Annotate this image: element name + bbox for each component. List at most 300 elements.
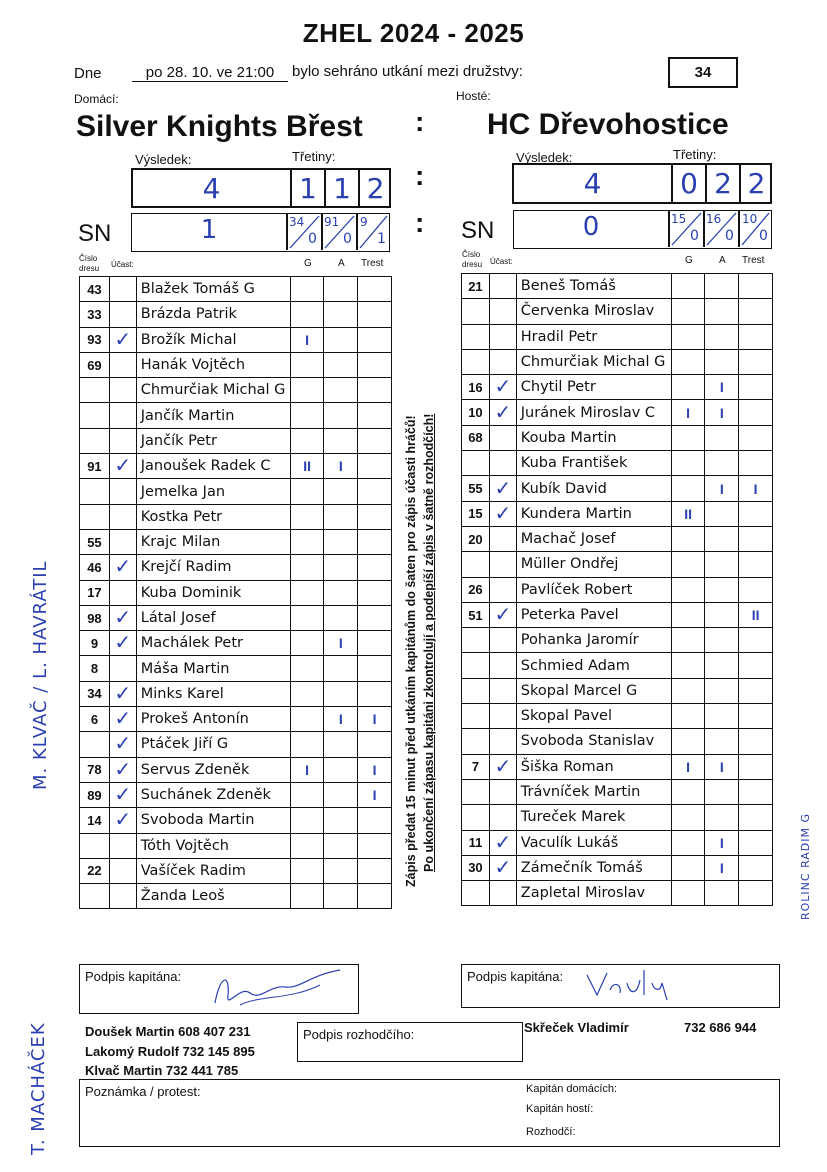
player-name[interactable]: Pavlíček Robert — [516, 577, 671, 602]
attendance-check[interactable] — [109, 858, 136, 883]
assists-cell[interactable] — [324, 884, 358, 909]
player-name[interactable]: Vaculík Lukáš — [516, 830, 671, 855]
player-number[interactable]: 93 — [80, 327, 110, 352]
goals-cell[interactable]: I — [290, 327, 324, 352]
goals-cell[interactable] — [290, 378, 324, 403]
attendance-check[interactable] — [109, 403, 136, 428]
assists-cell[interactable] — [324, 858, 358, 883]
player-number[interactable]: 20 — [462, 526, 490, 551]
goals-cell[interactable] — [671, 526, 705, 551]
penalty-cell[interactable] — [739, 805, 773, 830]
player-number[interactable]: 33 — [80, 302, 110, 327]
assists-cell[interactable] — [705, 324, 739, 349]
assists-cell[interactable] — [705, 805, 739, 830]
assists-cell[interactable] — [324, 479, 358, 504]
penalty-cell[interactable] — [358, 277, 392, 302]
penalty-cell[interactable] — [739, 375, 773, 400]
player-name[interactable]: Schmied Adam — [516, 653, 671, 678]
penalty-cell[interactable] — [739, 274, 773, 299]
goals-cell[interactable] — [671, 830, 705, 855]
attendance-check[interactable] — [109, 656, 136, 681]
attendance-check[interactable] — [109, 833, 136, 858]
assists-cell[interactable] — [705, 349, 739, 374]
player-name[interactable]: Ptáček Jiří G — [136, 732, 290, 757]
player-name[interactable]: Janoušek Radek C — [136, 454, 290, 479]
penalty-cell[interactable]: I — [739, 476, 773, 501]
player-name[interactable]: Jančík Petr — [136, 428, 290, 453]
penalty-cell[interactable] — [739, 451, 773, 476]
goals-cell[interactable] — [671, 729, 705, 754]
penalty-cell[interactable] — [739, 501, 773, 526]
attendance-check[interactable] — [489, 299, 516, 324]
assists-cell[interactable] — [324, 833, 358, 858]
penalty-cell[interactable] — [358, 504, 392, 529]
player-number[interactable] — [462, 324, 490, 349]
attendance-check[interactable]: ✓ — [489, 501, 516, 526]
assists-cell[interactable] — [324, 327, 358, 352]
penalty-cell[interactable] — [358, 352, 392, 377]
assists-cell[interactable] — [705, 704, 739, 729]
penalty-cell[interactable] — [739, 349, 773, 374]
player-name[interactable]: Skopal Marcel G — [516, 678, 671, 703]
goals-cell[interactable] — [671, 451, 705, 476]
goals-cell[interactable] — [290, 428, 324, 453]
goals-cell[interactable] — [671, 577, 705, 602]
goals-cell[interactable] — [671, 274, 705, 299]
assists-cell[interactable] — [705, 577, 739, 602]
assists-cell[interactable] — [705, 451, 739, 476]
player-number[interactable] — [80, 884, 110, 909]
assists-cell[interactable]: I — [324, 454, 358, 479]
penalty-cell[interactable] — [358, 605, 392, 630]
goals-cell[interactable] — [290, 352, 324, 377]
penalty-cell[interactable]: I — [358, 707, 392, 732]
attendance-check[interactable] — [109, 884, 136, 909]
player-name[interactable]: Suchánek Zdeněk — [136, 782, 290, 807]
assists-cell[interactable] — [705, 274, 739, 299]
player-number[interactable] — [462, 881, 490, 906]
player-number[interactable]: 30 — [462, 855, 490, 880]
player-name[interactable]: Chytil Petr — [516, 375, 671, 400]
assists-cell[interactable] — [324, 504, 358, 529]
player-number[interactable]: 6 — [80, 707, 110, 732]
player-name[interactable]: Červenka Miroslav — [516, 299, 671, 324]
attendance-check[interactable]: ✓ — [109, 707, 136, 732]
player-number[interactable] — [462, 678, 490, 703]
home-captain-sign-box[interactable] — [79, 964, 359, 1014]
player-number[interactable]: 68 — [462, 425, 490, 450]
penalty-cell[interactable] — [358, 529, 392, 554]
goals-cell[interactable] — [671, 704, 705, 729]
penalty-cell[interactable] — [739, 299, 773, 324]
attendance-check[interactable]: ✓ — [489, 754, 516, 779]
player-name[interactable]: Hanák Vojtěch — [136, 352, 290, 377]
assists-cell[interactable] — [324, 732, 358, 757]
attendance-check[interactable] — [489, 577, 516, 602]
assists-cell[interactable] — [324, 352, 358, 377]
goals-cell[interactable] — [290, 884, 324, 909]
goals-cell[interactable] — [290, 631, 324, 656]
goals-cell[interactable] — [290, 479, 324, 504]
attendance-check[interactable]: ✓ — [489, 400, 516, 425]
player-name[interactable]: Zapletal Miroslav — [516, 881, 671, 906]
attendance-check[interactable] — [489, 451, 516, 476]
player-name[interactable]: Žanda Leoš — [136, 884, 290, 909]
player-name[interactable]: Svoboda Martin — [136, 808, 290, 833]
player-name[interactable]: Servus Zdeněk — [136, 757, 290, 782]
penalty-cell[interactable] — [358, 858, 392, 883]
penalty-cell[interactable]: I — [358, 782, 392, 807]
player-number[interactable]: 22 — [80, 858, 110, 883]
assists-cell[interactable] — [324, 757, 358, 782]
attendance-check[interactable] — [109, 504, 136, 529]
attendance-check[interactable] — [109, 277, 136, 302]
goals-cell[interactable] — [290, 782, 324, 807]
attendance-check[interactable]: ✓ — [109, 555, 136, 580]
assists-cell[interactable] — [705, 628, 739, 653]
player-name[interactable]: Kouba Martin — [516, 425, 671, 450]
player-number[interactable]: 8 — [80, 656, 110, 681]
goals-cell[interactable] — [290, 403, 324, 428]
penalty-cell[interactable] — [358, 884, 392, 909]
player-number[interactable]: 26 — [462, 577, 490, 602]
attendance-check[interactable] — [489, 526, 516, 551]
player-number[interactable] — [462, 779, 490, 804]
assists-cell[interactable] — [324, 302, 358, 327]
assists-cell[interactable] — [705, 425, 739, 450]
attendance-check[interactable] — [489, 881, 516, 906]
referee-sign-box[interactable] — [297, 1022, 523, 1062]
assists-cell[interactable]: I — [705, 830, 739, 855]
goals-cell[interactable] — [290, 580, 324, 605]
player-number[interactable] — [462, 552, 490, 577]
attendance-check[interactable] — [489, 779, 516, 804]
attendance-check[interactable]: ✓ — [109, 681, 136, 706]
player-name[interactable]: Zámečník Tomáš — [516, 855, 671, 880]
attendance-check[interactable] — [489, 274, 516, 299]
penalty-cell[interactable] — [739, 628, 773, 653]
assists-cell[interactable] — [705, 653, 739, 678]
player-name[interactable]: Prokeš Antonín — [136, 707, 290, 732]
assists-cell[interactable] — [324, 580, 358, 605]
attendance-check[interactable] — [489, 628, 516, 653]
penalty-cell[interactable] — [358, 403, 392, 428]
assists-cell[interactable] — [324, 277, 358, 302]
player-number[interactable] — [80, 732, 110, 757]
goals-cell[interactable] — [671, 375, 705, 400]
goals-cell[interactable] — [671, 349, 705, 374]
player-number[interactable]: 9 — [80, 631, 110, 656]
player-number[interactable]: 91 — [80, 454, 110, 479]
player-name[interactable]: Peterka Pavel — [516, 602, 671, 627]
attendance-check[interactable] — [489, 552, 516, 577]
attendance-check[interactable] — [489, 678, 516, 703]
player-number[interactable]: 21 — [462, 274, 490, 299]
player-number[interactable]: 15 — [462, 501, 490, 526]
assists-cell[interactable] — [705, 299, 739, 324]
player-name[interactable]: Blažek Tomáš G — [136, 277, 290, 302]
attendance-check[interactable] — [109, 580, 136, 605]
assists-cell[interactable] — [324, 605, 358, 630]
player-number[interactable]: 89 — [80, 782, 110, 807]
player-name[interactable]: Kubík David — [516, 476, 671, 501]
goals-cell[interactable] — [671, 779, 705, 804]
penalty-cell[interactable] — [739, 704, 773, 729]
goals-cell[interactable] — [290, 681, 324, 706]
penalty-cell[interactable]: I — [358, 757, 392, 782]
player-name[interactable]: Pohanka Jaromír — [516, 628, 671, 653]
goals-cell[interactable]: I — [671, 754, 705, 779]
attendance-check[interactable]: ✓ — [489, 855, 516, 880]
assists-cell[interactable]: I — [705, 855, 739, 880]
goals-cell[interactable] — [290, 656, 324, 681]
attendance-check[interactable] — [109, 302, 136, 327]
assists-cell[interactable]: I — [705, 400, 739, 425]
penalty-cell[interactable] — [358, 681, 392, 706]
player-number[interactable]: 7 — [462, 754, 490, 779]
player-number[interactable]: 46 — [80, 555, 110, 580]
away-captain-sign-box[interactable] — [461, 964, 780, 1008]
player-name[interactable]: Kundera Martin — [516, 501, 671, 526]
player-name[interactable]: Máša Martin — [136, 656, 290, 681]
assists-cell[interactable] — [324, 403, 358, 428]
player-name[interactable]: Brožík Michal — [136, 327, 290, 352]
penalty-cell[interactable] — [739, 653, 773, 678]
player-name[interactable]: Juránek Miroslav C — [516, 400, 671, 425]
goals-cell[interactable] — [671, 855, 705, 880]
penalty-cell[interactable] — [358, 555, 392, 580]
note-protest-box[interactable] — [79, 1079, 780, 1147]
attendance-check[interactable]: ✓ — [489, 602, 516, 627]
penalty-cell[interactable] — [739, 754, 773, 779]
player-number[interactable]: 10 — [462, 400, 490, 425]
player-name[interactable]: Jančík Martin — [136, 403, 290, 428]
attendance-check[interactable]: ✓ — [489, 830, 516, 855]
penalty-cell[interactable] — [739, 678, 773, 703]
goals-cell[interactable] — [290, 808, 324, 833]
player-number[interactable] — [462, 349, 490, 374]
goals-cell[interactable] — [671, 476, 705, 501]
goals-cell[interactable]: I — [671, 400, 705, 425]
assists-cell[interactable] — [324, 555, 358, 580]
player-number[interactable] — [462, 805, 490, 830]
player-number[interactable] — [462, 653, 490, 678]
penalty-cell[interactable] — [358, 631, 392, 656]
penalty-cell[interactable]: II — [739, 602, 773, 627]
player-name[interactable]: Müller Ondřej — [516, 552, 671, 577]
player-number[interactable] — [462, 299, 490, 324]
assists-cell[interactable]: I — [705, 754, 739, 779]
player-number[interactable]: 51 — [462, 602, 490, 627]
player-number[interactable]: 55 — [80, 529, 110, 554]
goals-cell[interactable] — [290, 504, 324, 529]
attendance-check[interactable]: ✓ — [109, 757, 136, 782]
player-number[interactable] — [462, 729, 490, 754]
penalty-cell[interactable] — [739, 855, 773, 880]
player-number[interactable] — [462, 628, 490, 653]
player-number[interactable] — [80, 504, 110, 529]
player-name[interactable]: Chmurčiak Michal G — [516, 349, 671, 374]
attendance-check[interactable]: ✓ — [109, 782, 136, 807]
attendance-check[interactable]: ✓ — [109, 327, 136, 352]
assists-cell[interactable] — [705, 881, 739, 906]
penalty-cell[interactable] — [739, 729, 773, 754]
goals-cell[interactable] — [290, 732, 324, 757]
player-name[interactable]: Šiška Roman — [516, 754, 671, 779]
attendance-check[interactable] — [489, 349, 516, 374]
penalty-cell[interactable] — [739, 552, 773, 577]
penalty-cell[interactable] — [358, 656, 392, 681]
penalty-cell[interactable] — [739, 779, 773, 804]
assists-cell[interactable]: I — [324, 631, 358, 656]
goals-cell[interactable] — [290, 555, 324, 580]
attendance-check[interactable]: ✓ — [109, 631, 136, 656]
goals-cell[interactable] — [671, 628, 705, 653]
player-name[interactable]: Chmurčiak Michal G — [136, 378, 290, 403]
player-name[interactable]: Látal Josef — [136, 605, 290, 630]
player-number[interactable] — [462, 451, 490, 476]
attendance-check[interactable] — [489, 729, 516, 754]
assists-cell[interactable] — [324, 782, 358, 807]
player-name[interactable]: Krejčí Radim — [136, 555, 290, 580]
player-name[interactable]: Hradil Petr — [516, 324, 671, 349]
goals-cell[interactable] — [290, 605, 324, 630]
player-name[interactable]: Krajc Milan — [136, 529, 290, 554]
goals-cell[interactable] — [671, 881, 705, 906]
penalty-cell[interactable] — [358, 808, 392, 833]
attendance-check[interactable] — [489, 324, 516, 349]
penalty-cell[interactable] — [739, 577, 773, 602]
player-name[interactable]: Kuba Dominik — [136, 580, 290, 605]
goals-cell[interactable] — [671, 602, 705, 627]
attendance-check[interactable] — [109, 352, 136, 377]
player-number[interactable] — [80, 378, 110, 403]
player-number[interactable]: 69 — [80, 352, 110, 377]
penalty-cell[interactable] — [358, 378, 392, 403]
assists-cell[interactable] — [705, 602, 739, 627]
attendance-check[interactable] — [489, 805, 516, 830]
goals-cell[interactable] — [671, 425, 705, 450]
player-number[interactable]: 34 — [80, 681, 110, 706]
assists-cell[interactable]: I — [705, 375, 739, 400]
penalty-cell[interactable] — [358, 732, 392, 757]
assists-cell[interactable] — [324, 378, 358, 403]
assists-cell[interactable] — [324, 656, 358, 681]
attendance-check[interactable] — [109, 378, 136, 403]
penalty-cell[interactable] — [739, 400, 773, 425]
player-name[interactable]: Beneš Tomáš — [516, 274, 671, 299]
attendance-check[interactable] — [109, 428, 136, 453]
player-name[interactable]: Trávníček Martin — [516, 779, 671, 804]
player-name[interactable]: Jemelka Jan — [136, 479, 290, 504]
attendance-check[interactable]: ✓ — [109, 732, 136, 757]
attendance-check[interactable] — [489, 425, 516, 450]
player-number[interactable] — [462, 704, 490, 729]
penalty-cell[interactable] — [358, 580, 392, 605]
assists-cell[interactable] — [324, 681, 358, 706]
player-number[interactable]: 98 — [80, 605, 110, 630]
player-number[interactable]: 14 — [80, 808, 110, 833]
player-name[interactable]: Machač Josef — [516, 526, 671, 551]
penalty-cell[interactable] — [739, 324, 773, 349]
assists-cell[interactable] — [705, 552, 739, 577]
player-number[interactable]: 17 — [80, 580, 110, 605]
goals-cell[interactable] — [671, 678, 705, 703]
goals-cell[interactable] — [671, 299, 705, 324]
goals-cell[interactable] — [671, 552, 705, 577]
penalty-cell[interactable] — [739, 526, 773, 551]
penalty-cell[interactable] — [739, 830, 773, 855]
assists-cell[interactable] — [705, 526, 739, 551]
penalty-cell[interactable] — [358, 833, 392, 858]
goals-cell[interactable] — [290, 302, 324, 327]
player-number[interactable]: 55 — [462, 476, 490, 501]
player-name[interactable]: Skopal Pavel — [516, 704, 671, 729]
player-number[interactable] — [80, 833, 110, 858]
assists-cell[interactable] — [705, 779, 739, 804]
player-number[interactable]: 11 — [462, 830, 490, 855]
attendance-check[interactable]: ✓ — [489, 476, 516, 501]
player-number[interactable] — [80, 479, 110, 504]
attendance-check[interactable]: ✓ — [489, 375, 516, 400]
player-name[interactable]: Minks Karel — [136, 681, 290, 706]
player-number[interactable]: 16 — [462, 375, 490, 400]
assists-cell[interactable]: I — [324, 707, 358, 732]
attendance-check[interactable] — [109, 529, 136, 554]
attendance-check[interactable]: ✓ — [109, 605, 136, 630]
penalty-cell[interactable] — [739, 425, 773, 450]
player-name[interactable]: Kostka Petr — [136, 504, 290, 529]
attendance-check[interactable]: ✓ — [109, 808, 136, 833]
attendance-check[interactable] — [489, 704, 516, 729]
goals-cell[interactable]: I — [290, 757, 324, 782]
assists-cell[interactable] — [705, 729, 739, 754]
goals-cell[interactable] — [671, 324, 705, 349]
penalty-cell[interactable] — [358, 428, 392, 453]
goals-cell[interactable] — [290, 858, 324, 883]
goals-cell[interactable]: II — [290, 454, 324, 479]
attendance-check[interactable]: ✓ — [109, 454, 136, 479]
goals-cell[interactable]: II — [671, 501, 705, 526]
penalty-cell[interactable] — [358, 454, 392, 479]
player-name[interactable]: Tureček Marek — [516, 805, 671, 830]
goals-cell[interactable] — [290, 833, 324, 858]
player-name[interactable]: Kuba František — [516, 451, 671, 476]
player-name[interactable]: Brázda Patrik — [136, 302, 290, 327]
goals-cell[interactable] — [290, 277, 324, 302]
player-number[interactable] — [80, 403, 110, 428]
assists-cell[interactable] — [324, 808, 358, 833]
goals-cell[interactable] — [290, 529, 324, 554]
assists-cell[interactable]: I — [705, 476, 739, 501]
player-name[interactable]: Tóth Vojtěch — [136, 833, 290, 858]
player-name[interactable]: Vašíček Radim — [136, 858, 290, 883]
player-name[interactable]: Svoboda Stanislav — [516, 729, 671, 754]
penalty-cell[interactable] — [739, 881, 773, 906]
goals-cell[interactable] — [671, 653, 705, 678]
player-number[interactable]: 43 — [80, 277, 110, 302]
goals-cell[interactable] — [290, 707, 324, 732]
assists-cell[interactable] — [705, 678, 739, 703]
attendance-check[interactable] — [489, 653, 516, 678]
player-name[interactable]: Machálek Petr — [136, 631, 290, 656]
goals-cell[interactable] — [671, 805, 705, 830]
player-number[interactable] — [80, 428, 110, 453]
assists-cell[interactable] — [324, 529, 358, 554]
penalty-cell[interactable] — [358, 302, 392, 327]
penalty-cell[interactable] — [358, 327, 392, 352]
assists-cell[interactable] — [705, 501, 739, 526]
